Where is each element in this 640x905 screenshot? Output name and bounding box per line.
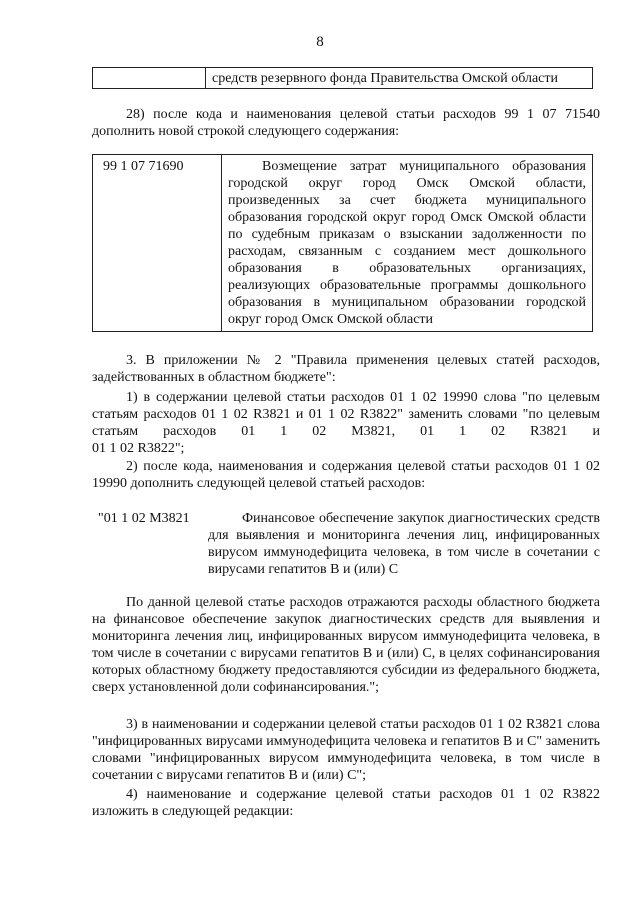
page-number: 8 xyxy=(316,34,324,50)
new-row-text xyxy=(222,155,593,332)
subitem-2: 2) после кода, наименования и содержания целевой статьи расходов 01 1 02 19990 дополнить следующей целевой статьей расходов: xyxy=(92,459,600,491)
subitem-4: 4) наименование и содержание целевой статьи расходов 01 1 02 R3822 изложить в следующей редакции: xyxy=(92,787,600,819)
item-28: 28) после кода и наименования целевой статьи расходов 99 1 07 71540 дополнить новой строкой следующего содержания: xyxy=(92,107,600,139)
subitem-1 xyxy=(92,389,600,457)
subitem-1-main: 1) в содержании целевой статьи расходов 01 1 02 19990 слова "по целевым статьям расходов 01 1 02 R3821 и 01 1 02 R3822" заменить словами "по целевым статьям расходов 01 1 02 M3821, 01 1 02 R3821 и xyxy=(92,390,600,439)
subitem-3: 3) в наименовании и содержании целевой статьи расходов 01 1 02 R3821 слова "инфицированных вирусами иммунодефицита человека и гепатитов B и C" заменить словами "инфицированных вирусом иммунодефицита человека, в том числе в сочетании с вирусами гепатитов B и (или) C"; xyxy=(92,717,600,783)
continuation-table xyxy=(92,67,593,89)
new-article-name xyxy=(208,510,600,578)
table-cell-text: средств резервного фонда Правительства Омской области xyxy=(206,68,593,89)
table-row xyxy=(93,68,593,89)
new-article-name-text: Финансовое обеспечение закупок диагностических средств для выявления и мониторинга лечения лиц, инфицированных вирусом иммунодефицита человека, в том числе в сочетании с вирусами гепатитов B и (или) C xyxy=(208,511,600,577)
table-row xyxy=(93,155,593,332)
new-article-code: "01 1 02 M3821 xyxy=(98,511,190,526)
new-row-table xyxy=(92,154,593,332)
subitem-1-end: 01 1 02 R3822"; xyxy=(92,441,185,456)
section-3-intro: 3. В приложении № 2 "Правила применения целевых статей расходов, задействованных в областном бюджете": xyxy=(92,353,600,385)
new-row-text-body: Возмещение затрат муниципального образования городской округ город Омск Омской области, произведенных за счет бюджета муниципального образования городской округ город Омск Омской области по судебным приказам о взыскании задолженности по расходам, связанным с созданием мест дошкольного образования в образовательных организациях, реализующих образовательные программы дошкольного образования в муниципальном образовании городской округ город Омск Омской области xyxy=(228,159,586,327)
table-cell-code xyxy=(93,68,206,89)
new-article-description: По данной целевой статье расходов отражаются расходы областного бюджета на финансовое обеспечение закупок диагностических средств для выявления и мониторинга лечения лиц, инфицированных вирусом иммунодефицита человека, в том числе в сочетании с вирусами гепатитов B и (или) C, в целях софинансирования которых областному бюджету предоставляются субсидии из федерального бюджета, сверх установленной доли софинансирования."; xyxy=(92,595,600,695)
new-row-code: 99 1 07 71690 xyxy=(93,155,222,332)
